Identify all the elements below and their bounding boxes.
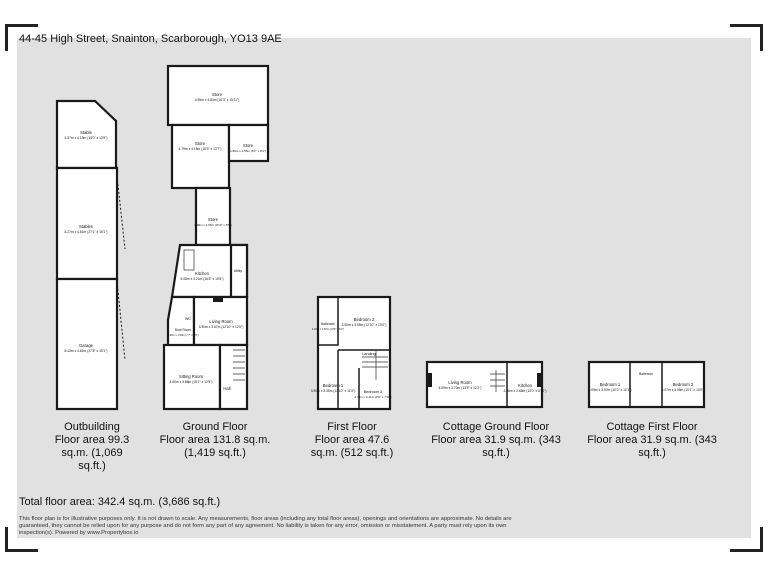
label-living-room: Living Room (209, 319, 233, 324)
hall-room (220, 345, 247, 409)
svg-text:3.07m x 3.05m (10'1" x 10'0"): 3.07m x 3.05m (10'1" x 10'0") (661, 388, 705, 392)
floor-name: Ground Floor (182, 421, 248, 433)
chimney-breast-icon (213, 297, 223, 302)
floor-area: Floor area 47.6 sq.m. (512 sq.ft.) (310, 434, 394, 459)
label-stable: Stable (80, 130, 92, 135)
label-landing: Landing (362, 352, 376, 356)
label-store-small: Store (242, 143, 254, 148)
label-boot-room: Boot Room (175, 328, 191, 332)
caption-cottage-first-floor (578, 421, 726, 460)
svg-text:3.09m x 3.07m (10'2" x 10'1"): 3.09m x 3.07m (10'2" x 10'1") (588, 388, 632, 392)
label-sitting-room: Sitting Room (179, 374, 203, 379)
svg-text:1.86m x 2.55m (6'1" x 8'4"): 1.86m x 2.55m (6'1" x 8'4") (230, 149, 266, 153)
label-wc: WC (185, 317, 191, 321)
label-cottage-living: Living Room (448, 380, 472, 385)
label-kitchen: Kitchen (195, 271, 209, 276)
svg-text:4.57m x 4.19m (15'0" x 13'9"): 4.57m x 4.19m (15'0" x 13'9") (64, 136, 108, 140)
caption-ground-floor (150, 421, 280, 460)
label-store-mid: Store (194, 141, 206, 146)
floor-name: Cottage Ground Floor (442, 421, 550, 433)
total-floor-area: Total floor area: 342.4 sq.m. (3,686 sq.ft.) (19, 496, 221, 508)
label-cottage-bedroom-2: Bedroom 2 (672, 382, 694, 387)
svg-text:3.90m x 3.35m (12'10" x 11'0"): 3.90m x 3.35m (12'10" x 11'0") (310, 389, 356, 393)
label-bedroom-3: Bedroom 3 (363, 390, 383, 394)
svg-text:8.27m x 4.61m (27'1" x 15'1"): 8.27m x 4.61m (27'1" x 15'1") (64, 230, 108, 234)
svg-text:3.90m x 3.67m (12'10" x 12'0"): 3.90m x 3.67m (12'10" x 12'0") (198, 325, 244, 329)
label-cottage-bathroom: Bathroom (639, 372, 653, 376)
label-stables: Stables (79, 224, 93, 229)
svg-text:5.08m x 3.21m (16'8" x 10'6"): 5.08m x 3.21m (16'8" x 10'6") (180, 277, 224, 281)
label-cottage-bedroom-1: Bedroom 1 (599, 382, 621, 387)
ground-floor-plan (164, 66, 268, 409)
disclaimer-text: This floor plan is for illustrative purposes only. It is not drawn to scale. Any measurements, floor areas (including any total floor areas), openings and orientations are approximate. No details are guaranteed, they cannot be relied upon for any purpose and do not form any part of any agreement. No liability is taken for any error, omission or misstatement. A party must rely upon its own inspection(s). Powered by www.Propertybox.io (19, 516, 512, 537)
fireplace-icon (427, 373, 432, 387)
label-store-top: Store (211, 92, 223, 97)
svg-text:2.74m x 2.41m (9'0" x 7'11"): 2.74m x 2.41m (9'0" x 7'11") (354, 395, 392, 399)
label-cottage-kitchen: Kitchen (518, 383, 532, 388)
floor-area: Floor area 31.9 sq.m. (343 sq.ft.) (587, 434, 717, 459)
label-bedroom-1: Bedroom 1 (322, 383, 344, 388)
floor-name: Cottage First Floor (606, 421, 698, 433)
label-hall: Hall (223, 386, 231, 391)
floor-name: First Floor (327, 421, 377, 433)
svg-text:4.60m x 3.88m (15'1" x 12'9"): 4.60m x 3.88m (15'1" x 12'9") (169, 380, 213, 384)
floor-area: Floor area 131.8 sq.m. (1,419 sq.ft.) (159, 434, 271, 459)
svg-text:4.79m x 4.15m (15'9" x 13'7"): 4.79m x 4.15m (15'9" x 13'7") (178, 147, 222, 151)
svg-text:3.90m x 3.05m (12'10" x 10'0"): 3.90m x 3.05m (12'10" x 10'0") (341, 323, 387, 327)
svg-text:2.99m x 1.65m (9'10" x 5'5"): 2.99m x 1.65m (9'10" x 5'5") (194, 223, 232, 227)
caption-outbuilding (47, 421, 137, 473)
outbuilding-plan (57, 101, 125, 409)
store-mid-room (172, 125, 229, 188)
floor-area: Floor area 31.9 sq.m. (343 sq.ft.) (431, 434, 561, 459)
svg-text:3.04m x 1.87m (10'0" x 6'2"): 3.04m x 1.87m (10'0" x 6'2") (311, 328, 345, 331)
floor-area: Floor area 99.3 sq.m. (1,069 sq.ft.) (54, 434, 130, 472)
boot-room (168, 297, 194, 346)
label-bedroom-2: Bedroom 2 (353, 317, 375, 322)
floor-name: Outbuilding (64, 421, 120, 433)
svg-text:8.43m x 4.61m (27'8" x 15'1"): 8.43m x 4.61m (27'8" x 15'1") (64, 349, 108, 353)
svg-text:2.32m x 1.59m (7'7" x 5'3"): 2.32m x 1.59m (7'7" x 5'3") (167, 334, 199, 337)
svg-text:4.95m x 4.84m (16'3" x 15'11"): 4.95m x 4.84m (16'3" x 15'11") (194, 98, 240, 102)
caption-cottage-ground-floor (425, 421, 567, 460)
property-address: 44-45 High Street, Snainton, Scarborough, YO13 9AE (19, 33, 282, 45)
caption-first-floor (302, 421, 402, 460)
label-store-narrow: Store (207, 217, 219, 222)
label-bathroom: Bathroom (321, 322, 335, 326)
svg-text:3.06m x 2.68m (10'0" x 8'10"): 3.06m x 2.68m (10'0" x 8'10") (503, 389, 547, 393)
fireplace-icon-2 (537, 373, 542, 387)
label-utility: Utility (233, 269, 243, 273)
label-garage: Garage (79, 343, 93, 348)
svg-text:4.09m x 3.70m (13'5" x 12'2"): 4.09m x 3.70m (13'5" x 12'2") (438, 386, 482, 390)
